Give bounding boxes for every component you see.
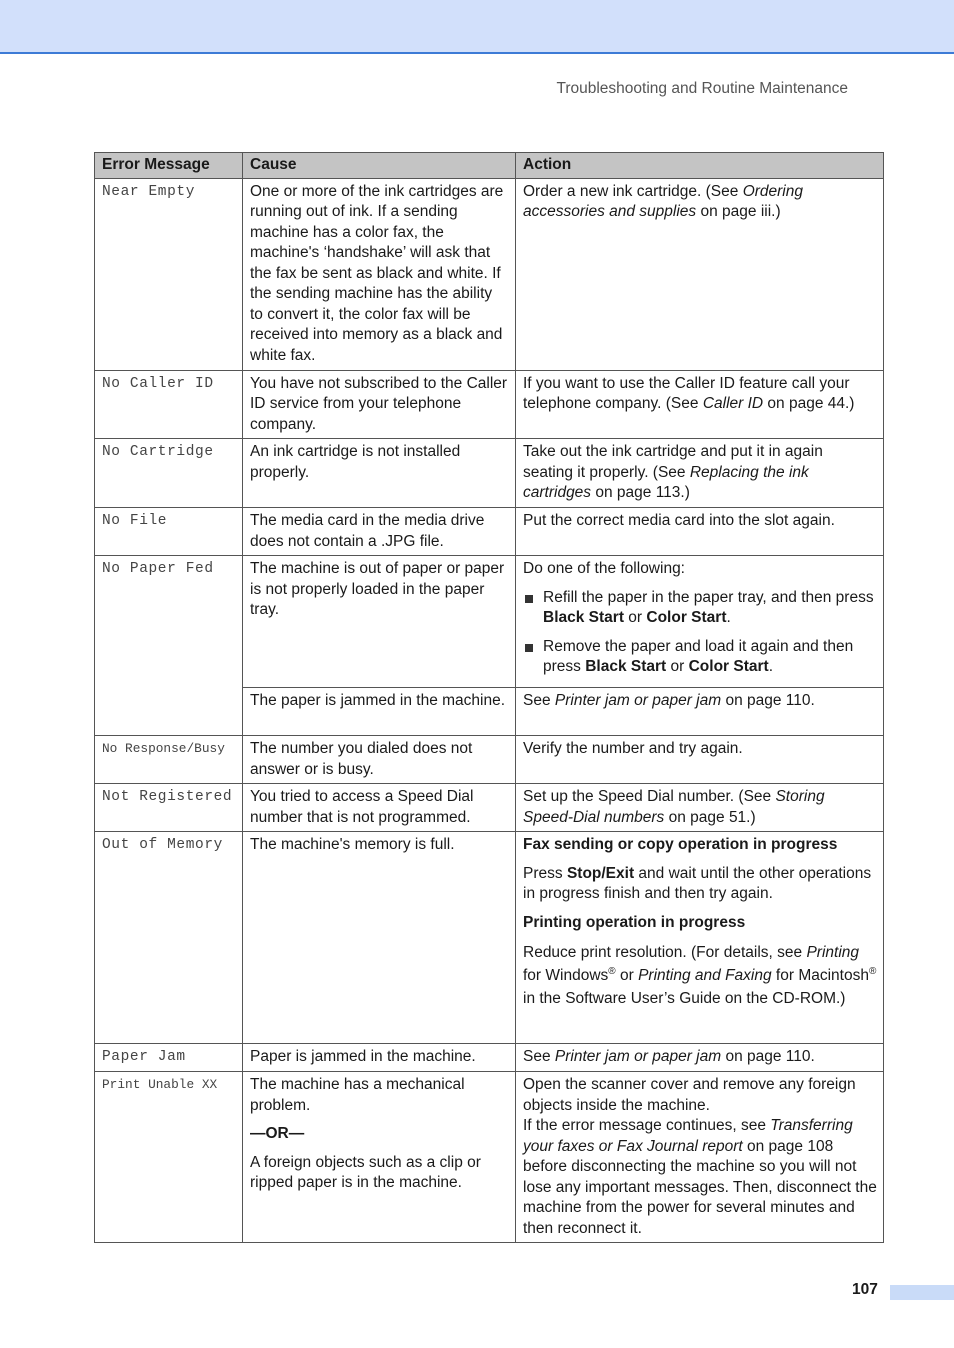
- table-header-row: [95, 153, 884, 179]
- table-row: [95, 370, 884, 439]
- action-cell: [516, 370, 884, 439]
- cause-cell: The paper is jammed in the machine.: [243, 688, 516, 736]
- action-paragraph: [523, 941, 877, 1010]
- action-text: for Windows: [523, 967, 609, 984]
- action-text: Open the scanner cover and remove any foreign objects inside the machine.: [523, 1076, 856, 1114]
- top-header-band: [0, 0, 954, 54]
- cause-text: A foreign objects such as a clip or ripped paper is in the machine.: [250, 1153, 481, 1191]
- cross-reference: Ordering accessories and supplies: [523, 182, 803, 220]
- table-row: [95, 832, 884, 1044]
- error-message: No Caller ID: [95, 370, 243, 439]
- square-bullet-icon: [525, 644, 533, 652]
- table-row: [95, 508, 884, 556]
- or-text: or: [666, 658, 689, 675]
- error-message: Paper Jam: [95, 1044, 243, 1072]
- period: .: [726, 609, 731, 626]
- key-label: Color Start: [646, 609, 727, 626]
- action-text: on page 110.: [721, 1048, 815, 1065]
- bullet-item: [523, 588, 877, 629]
- action-text: See: [523, 1048, 555, 1065]
- cause-cell: The machine is out of paper or paper is not properly loaded in the paper tray.: [243, 556, 516, 688]
- action-cell: [516, 178, 884, 370]
- table-row: [95, 556, 884, 688]
- action-cell: [516, 556, 884, 688]
- action-text: Reduce print resolution. (For details, see: [523, 944, 807, 961]
- running-header: Troubleshooting and Routine Maintenance: [556, 80, 848, 97]
- action-cell: [516, 1072, 884, 1243]
- action-intro: Do one of the following:: [523, 560, 685, 577]
- error-message-table: [94, 152, 884, 1243]
- cross-reference: Caller ID: [702, 395, 764, 412]
- action-text: If the error message continues, see: [523, 1117, 771, 1134]
- action-text: or: [615, 967, 639, 984]
- column-header-error-message: Error Message: [95, 153, 243, 179]
- action-text: Press: [523, 864, 567, 882]
- registered-mark: ®: [608, 965, 616, 977]
- page-number: 107: [852, 1281, 878, 1298]
- cross-reference: Storing Speed-Dial numbers: [523, 788, 825, 826]
- action-cell: [516, 832, 884, 1044]
- error-message: Near Empty: [95, 178, 243, 370]
- key-label: Black Start: [543, 609, 624, 626]
- table-row: [95, 1044, 884, 1072]
- action-text: on page 108 before disconnecting the machine so you will not lose any important messages. Then, disconnect the machine from the power for several minutes and then reconnect it.: [523, 1137, 877, 1237]
- error-message: No Cartridge: [95, 439, 243, 508]
- cause-cell: Paper is jammed in the machine.: [243, 1044, 516, 1072]
- cross-reference: Printer jam or paper jam: [554, 1048, 722, 1065]
- action-heading: Printing operation in progress: [523, 913, 746, 931]
- key-label: Stop/Exit: [566, 864, 635, 882]
- action-paragraph: [523, 1116, 877, 1239]
- registered-mark: ®: [868, 965, 877, 977]
- action-cell: [516, 1044, 884, 1072]
- cause-cell: The machine's memory is full.: [243, 832, 516, 1044]
- cross-reference: Replacing the ink cartridges: [523, 463, 809, 501]
- action-text: Take out the ink cartridge and put it in again seating it properly. (See: [523, 443, 823, 481]
- error-message: No Paper Fed: [95, 556, 243, 736]
- error-message: No Response/Busy: [95, 736, 243, 784]
- cross-reference: Printing: [806, 944, 860, 961]
- action-text: Set up the Speed Dial number. (See: [523, 788, 776, 805]
- cross-reference: Transferring your faxes or Fax Journal report: [523, 1117, 853, 1155]
- column-header-action: Action: [516, 153, 884, 179]
- period: .: [768, 658, 774, 675]
- cross-reference: Printer jam or paper jam: [554, 692, 722, 709]
- table-row: [95, 784, 884, 832]
- key-label: Color Start: [688, 658, 769, 675]
- error-message: Out of Memory: [95, 832, 243, 1044]
- cause-cell: The number you dialed does not answer or is busy.: [243, 736, 516, 784]
- error-message: No File: [95, 508, 243, 556]
- cross-reference: Printing and Faxing: [638, 967, 772, 984]
- action-text: on page 51.): [664, 808, 756, 826]
- cause-cell: You have not subscribed to the Caller ID service from your telephone company.: [243, 370, 516, 439]
- cause-text: The machine has a mechanical problem.: [250, 1076, 465, 1114]
- action-text: on page 110.: [721, 692, 815, 709]
- column-header-cause: Cause: [243, 153, 516, 179]
- bullet-text: Refill the paper in the paper tray, and then press: [543, 588, 874, 606]
- action-cell: [516, 688, 884, 736]
- action-cell: Put the correct media card into the slot again.: [516, 508, 884, 556]
- key-label: Black Start: [585, 658, 667, 675]
- action-text: Order a new ink cartridge. (See: [523, 182, 743, 200]
- action-heading: Fax sending or copy operation in progress: [523, 836, 838, 853]
- or-separator: —OR—: [250, 1125, 305, 1142]
- square-bullet-icon: [525, 595, 533, 603]
- bullet-item: [523, 637, 877, 678]
- table-row: [95, 1072, 884, 1243]
- action-text: If you want to use the Caller ID feature call your telephone company. (See: [523, 374, 850, 412]
- action-text: and wait until the other operations in progress finish and then try again.: [523, 864, 872, 902]
- action-text: on page iii.): [696, 203, 781, 220]
- action-cell: Verify the number and try again.: [516, 736, 884, 784]
- table-row: [95, 736, 884, 784]
- cause-cell: An ink cartridge is not installed properly.: [243, 439, 516, 508]
- error-message: Print Unable XX: [95, 1072, 243, 1243]
- action-text: for Macintosh: [771, 967, 869, 984]
- cause-cell: You tried to access a Speed Dial number that is not programmed.: [243, 784, 516, 832]
- action-cell: [516, 784, 884, 832]
- bullet-text: Remove the paper and load it again and then press: [543, 637, 854, 675]
- page-tab-marker: [890, 1285, 954, 1300]
- action-text: in the Software User’s Guide on the CD-ROM.): [523, 990, 846, 1007]
- or-text: or: [623, 609, 647, 626]
- action-text: on page 44.): [763, 395, 855, 412]
- error-message: Not Registered: [95, 784, 243, 832]
- table-row: [95, 178, 884, 370]
- table-row: [95, 439, 884, 508]
- action-cell: [516, 439, 884, 508]
- cause-cell: [243, 1072, 516, 1243]
- action-paragraph: [523, 864, 877, 905]
- action-text: on page 113.): [591, 484, 690, 501]
- cause-cell: The media card in the media drive does not contain a .JPG file.: [243, 508, 516, 556]
- cause-cell: One or more of the ink cartridges are running out of ink. If a sending machine has a color fax, the machine's ‘handshake’ will ask that the fax be sent as black and white. If the sending machine has the ability to convert it, the color fax will be received into memory as a black and white fax.: [243, 178, 516, 370]
- action-text: See: [523, 692, 555, 709]
